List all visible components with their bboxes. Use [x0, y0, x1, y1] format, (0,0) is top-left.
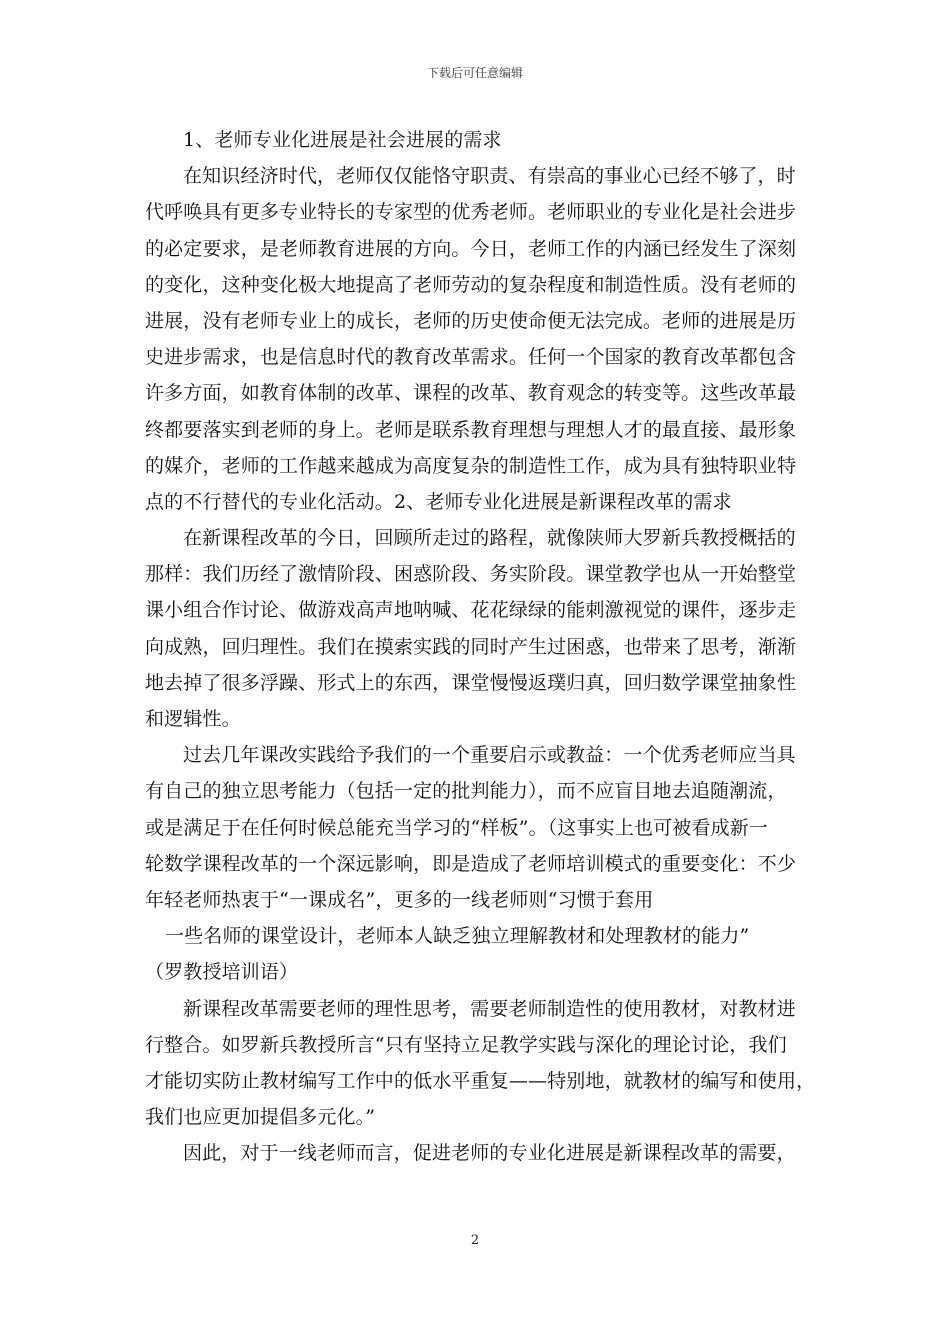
paragraph-line: 进展，没有老师专业上的成长，老师的历史使命便无法完成。老师的进展是历 [145, 309, 797, 332]
paragraph-line: 新课程改革需要老师的理性思考，需要老师制造性的使用教材，对教材进 [183, 997, 796, 1020]
paragraph-line: 行整合。如罗新兵教授所言“只有坚持立足教学实践与深化的理论讨论，我们 [145, 1033, 787, 1056]
paragraph-line: 点的不行替代的专业化活动。2、老师专业化进展是新课程改革的需求 [145, 490, 732, 513]
paragraph-line: 的必定要求，是老师教育进展的方向。今日，老师工作的内涵已经发生了深刻 [145, 237, 797, 260]
paragraph-line: 终都要落实到老师的身上。老师是联系教育理想与理想人才的最直接、最形象 [145, 418, 797, 441]
paragraph-line: 地去掉了很多浮躁、形式上的东西，课堂慢慢返璞归真，回归数学课堂抽象性 [145, 671, 797, 694]
paragraph-line: 因此，对于一线老师而言，促进老师的专业化进展是新课程改革的需要， [183, 1142, 796, 1165]
paragraph-line: 年轻老师热衷于“一课成名”，更多的一线老师则“习惯于套用 [145, 888, 654, 911]
paragraph-line: （罗教授培训语） [145, 961, 299, 984]
paragraph-line: 才能切实防止教材编写工作中的低水平重复——特别地，就教材的编写和使用， [145, 1069, 816, 1092]
paragraph-line: 在新课程改革的今日，回顾所走过的路程，就像陕师大罗新兵教授概括的 [183, 527, 796, 550]
paragraph-line: 那样：我们历经了激情阶段、困惑阶段、务实阶段。课堂教学也从一开始整堂 [145, 563, 797, 586]
paragraph-line: 一些名师的课堂设计，老师本人缺乏独立理解教材和处理教材的能力” [165, 925, 750, 948]
paragraph-line: 和逻辑性。 [145, 708, 241, 730]
paragraph-line: 的变化，这种变化极大地提高了老师劳动的复杂程度和制造性质。没有老师的 [145, 273, 797, 296]
paragraph-line: 过去几年课改实践给予我们的一个重要启示或教益：一个优秀老师应当具 [183, 744, 796, 767]
paragraph-line: 课小组合作讨论、做游戏高声地呐喊、花花绿绿的能刺激视觉的课件，逐步走 [145, 599, 797, 622]
paragraph-line: 或是满足于在任何时候总能充当学习的“样板”。（这事实上也可被看成新一 [145, 816, 769, 839]
paragraph-line: 有自己的独立思考能力（包括一定的批判能力），而不应盲目地去追随潮流， [145, 780, 787, 803]
paragraph-line: 向成熟，回归理性。我们在摸索实践的同时产生过困惑，也带来了思考，渐渐 [145, 635, 797, 658]
page-header: 下载后可任意编辑 [426, 66, 523, 80]
paragraph-line: 代呼唤具有更多专业特长的专家型的优秀老师。老师职业的专业化是社会进步 [145, 201, 797, 224]
paragraph-line: 我们也应更加提倡多元化。” [145, 1106, 376, 1129]
page-number: 2 [470, 1233, 480, 1248]
paragraph-line: 史进步需求，也是信息时代的教育改革需求。任何一个国家的教育改革都包含 [145, 346, 797, 369]
body-text [145, 122, 816, 1171]
paragraph-line: 在知识经济时代，老师仅仅能恪守职责、有崇高的事业心已经不够了，时 [183, 165, 796, 188]
paragraph-line: 轮数学课程改革的一个深远影响，即是造成了老师培训模式的重要变化：不少 [145, 852, 797, 875]
section-heading-1: 1、老师专业化进展是社会进展的需求 [183, 129, 502, 151]
paragraph-line: 许多方面，如教育体制的改革、课程的改革、教育观念的转变等。这些改革最 [145, 382, 797, 405]
paragraph-line: 的媒介，老师的工作越来越成为高度复杂的制造性工作，成为具有独特职业特 [145, 454, 797, 477]
